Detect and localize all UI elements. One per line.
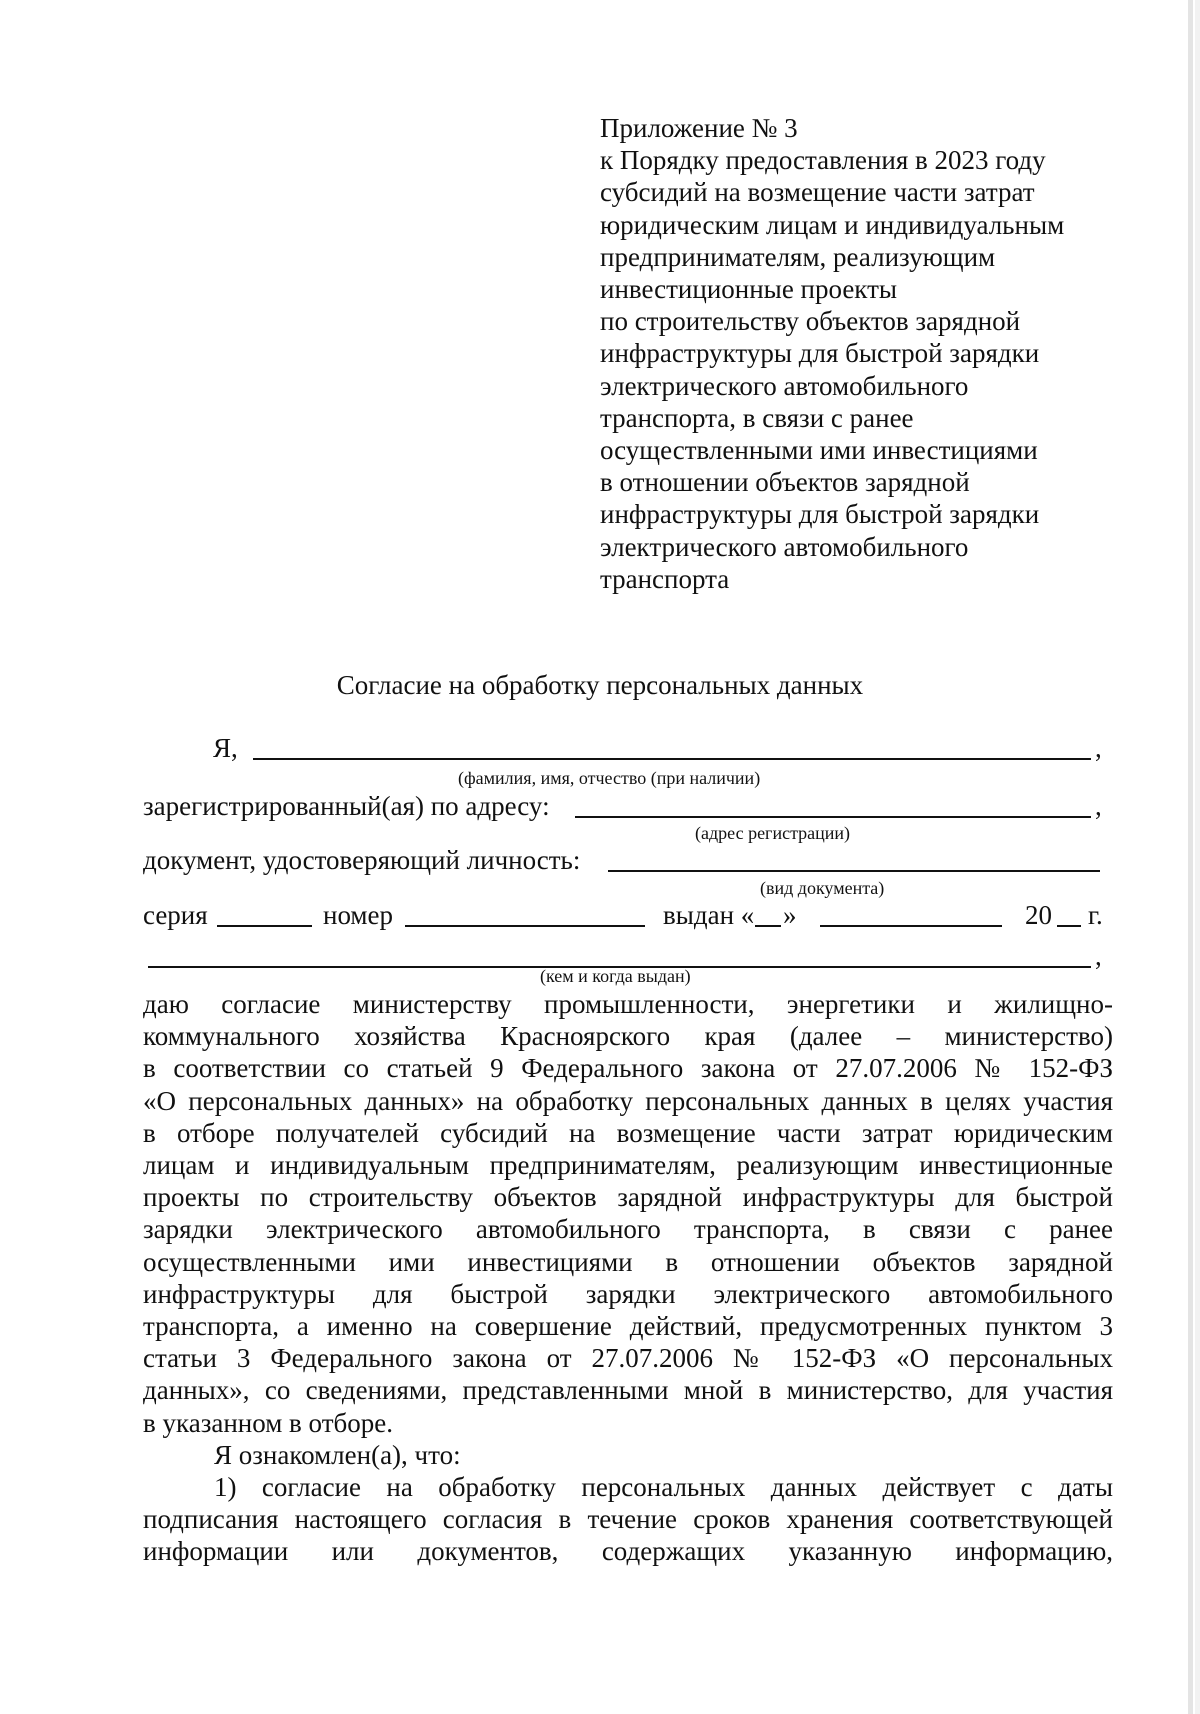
document-title: Согласие на обработку персональных данных <box>336 670 864 700</box>
number-input-line[interactable] <box>405 925 645 927</box>
series-input-line[interactable] <box>217 925 312 927</box>
fio-caption: (фамилия, имя, отчество (при наличии) <box>458 768 761 788</box>
consent-line: статьи 3 Федерального закона от 27.07.2006 № 152-ФЗ «О персональных <box>143 1343 1113 1374</box>
appendix-header <box>600 112 1160 595</box>
consent-paragraph <box>143 988 1113 1568</box>
year-input-line[interactable] <box>1057 925 1081 927</box>
appendix-line: юридическим лицам и индивидуальным <box>600 209 1065 240</box>
acknowledged-line: Я ознакомлен(а), что: <box>214 1439 461 1470</box>
appendix-line: электрического автомобильного <box>600 531 969 562</box>
issued-label: выдан « <box>663 900 755 930</box>
consent-line: зарядки электрического автомобильного транспорта, в связи с ранее <box>143 1214 1113 1245</box>
address-comma: , <box>1095 791 1102 821</box>
address-input-line[interactable] <box>575 816 1091 818</box>
address-caption: (адрес регистрации) <box>695 823 851 843</box>
issuer-caption: (кем и когда выдан) <box>540 966 691 986</box>
ya-label: Я, <box>213 733 238 763</box>
address-row <box>143 788 1105 828</box>
appendix-line: предпринимателям, реализующим <box>600 241 996 272</box>
appendix-line: инфраструктуры для быстрой зарядки <box>600 338 1040 369</box>
consent-line: инфраструктуры для быстрой зарядки электрического автомобильного <box>143 1278 1113 1309</box>
scan-edge-shadow <box>1188 0 1193 1714</box>
appendix-line: в отношении объектов зарядной <box>600 467 970 498</box>
appendix-line: инфраструктуры для быстрой зарядки <box>600 499 1040 530</box>
appendix-line: транспорта, в связи с ранее <box>600 402 914 433</box>
consent-line: лицам и индивидуальным предпринимателям, реализующим инвестиционные <box>143 1150 1113 1181</box>
appendix-line: транспорта <box>600 563 730 594</box>
document-row <box>143 842 1105 882</box>
consent-line: осуществленными ими инвестициями в отношении объектов зарядной <box>143 1246 1113 1277</box>
appendix-line: инвестиционные проекты <box>600 274 898 305</box>
passport-row <box>143 897 1105 937</box>
issued-day-input-line[interactable] <box>755 925 781 927</box>
consent-line: транспорта, а именно на совершение действий, предусмотренных пунктом 3 <box>143 1311 1113 1342</box>
item1-line: 1) согласие на обработку персональных данных действует с даты <box>214 1472 1113 1503</box>
address-label: зарегистрированный(ая) по адресу: <box>143 791 550 821</box>
appendix-line: субсидий на возмещение части затрат <box>600 177 1035 208</box>
appendix-line: электрического автомобильного <box>600 370 969 401</box>
consent-line: данных», со сведениями, представленными мной в министерство, для участия <box>143 1375 1113 1406</box>
scan-edge-shadow-light <box>1195 0 1200 1714</box>
number-label: номер <box>323 900 394 930</box>
appendix-line: осуществленными ими инвестициями <box>600 435 1038 466</box>
series-label: серия <box>143 900 208 930</box>
consent-line-last: в указанном в отборе. <box>143 1407 393 1438</box>
item1-line: подписания настоящего согласия в течение сроков хранения соответствующей <box>143 1504 1113 1535</box>
fio-row <box>143 730 1105 770</box>
issued-month-input-line[interactable] <box>820 925 1002 927</box>
appendix-line: по строительству объектов зарядной <box>600 306 1021 337</box>
year-suffix: г. <box>1088 900 1103 930</box>
document-caption: (вид документа) <box>760 878 885 898</box>
consent-line: «О персональных данных» на обработку персональных данных в целях участия <box>143 1085 1113 1116</box>
consent-line: в отборе получателей субсидий на возмещение части затрат юридическим <box>143 1117 1113 1148</box>
document-label: документ, удостоверяющий личность: <box>143 845 581 875</box>
fio-comma: , <box>1095 733 1102 763</box>
item1-line: информации или документов, содержащих указанную информацию, <box>143 1536 1113 1567</box>
consent-line: в соответствии со статьей 9 Федерального закона от 27.07.2006 № 152-ФЗ <box>143 1053 1113 1084</box>
consent-line: даю согласие министерству промышленности, энергетики и жилищно- <box>143 989 1113 1019</box>
document-input-line[interactable] <box>608 870 1100 872</box>
issuer-comma: , <box>1095 941 1102 971</box>
appendix-line: Приложение № 3 <box>600 113 798 143</box>
appendix-line: к Порядку предоставления в 2023 году <box>600 145 1046 176</box>
issued-close: » <box>783 900 797 930</box>
consent-line: коммунального хозяйства Красноярского края (далее – министерство) <box>143 1021 1113 1052</box>
fio-input-line[interactable] <box>253 758 1091 760</box>
year-prefix: 20 <box>1025 900 1052 930</box>
consent-line: проекты по строительству объектов зарядной инфраструктуры для быстрой <box>143 1182 1113 1213</box>
